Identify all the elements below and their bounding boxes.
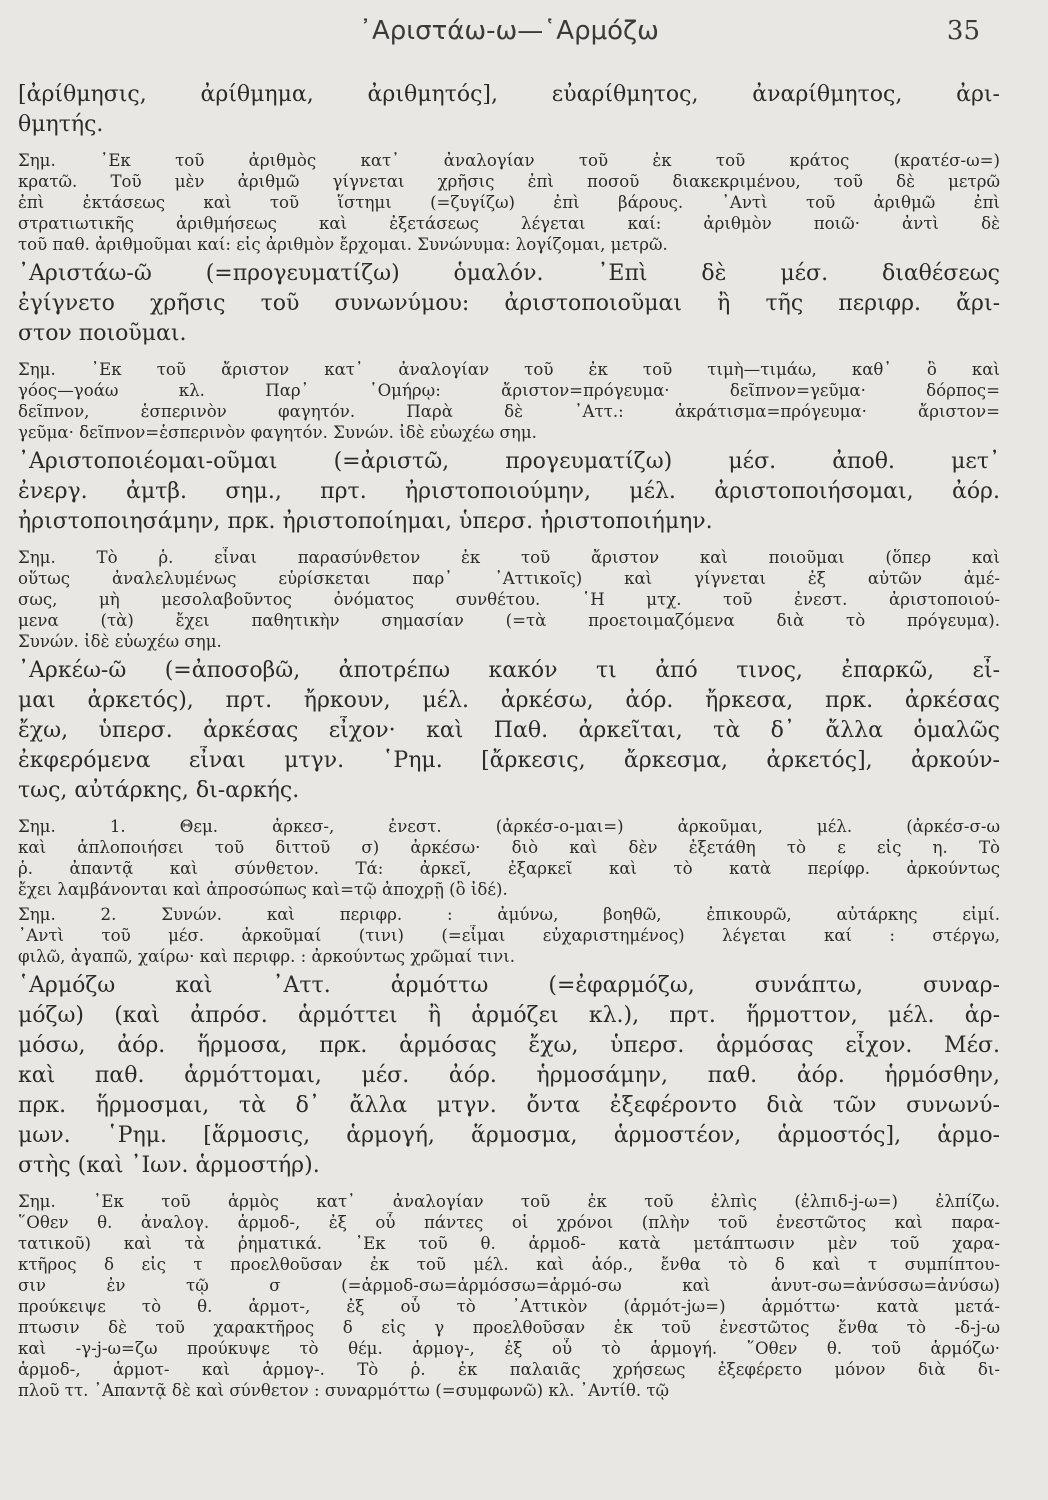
text-line: πλοῦ ττ. ᾿Απαντᾷ δὲ καὶ σύνθετον : συναρμόττω (=συμφωνῶ) κλ. ᾿Αντίθ. τῷ [18,1381,670,1400]
text-line: στον ποιοῦμαι. [18,321,187,346]
text-line: ἔχω, ὑπερσ. ἀρκέσας εἶχον· καὶ Παθ. ἀρκεῖται, τὰ δ᾿ ἄλλα ὁμαλῶς [18,718,1000,743]
text-line: μόσω, ἀόρ. ἥρμοσα, πρκ. ἁρμόσας ἔχω, ὑπερσ. ἁρμόσας εἶχον. Μέσ. [18,1033,1000,1058]
text-line: πρκ. ἥρμοσμαι, τὰ δ᾿ ἄλλα μτγν. ὄντα ἐξεφέροντο διὰ τῶν συνωνύ- [18,1093,1000,1118]
block-spacer [18,1401,1000,1405]
text-line: κρατῶ. Τοῦ μὲν ἀριθμῶ γίγνεται χρῆσις ἐπὶ ποσοῦ διακεκριμένου, τοῦ δὲ μετρῶ [18,172,1000,191]
page-number: 35 [946,16,980,46]
text-line: καὶ παθ. ἁρμόττομαι, μέσ. ἀόρ. ἡρμοσάμην, παθ. ἀόρ. ἡρμόσθην, [18,1063,1000,1088]
text-line: ᾿Αριστάω-ῶ (=προγευματίζω) ὁμαλόν. ᾿Επὶ δὲ μέσ. διαθέσεως [18,261,1000,286]
text-line: σως, μὴ μεσολαβοῦντος ὀνόματος συνθέτου. ῾Η μτχ. τοῦ ἐνεστ. ἀριστοποιού- [18,590,1000,609]
text-line: καὶ ἁπλοποιήσει τοῦ διττοῦ σ) ἀρκέσω· διὸ καὶ δὲν ἐξετάθη τὸ ε εἰς η. Τὸ [18,838,1000,857]
text-line: οὕτως ἀναλελυμένως εὑρίσκεται παρ᾿ ᾿Αττικοῖς) καὶ γίγνεται ἐξ αὐτῶν ἀμέ- [18,569,1000,588]
text-line: ᾿Αριστοποιέομαι-οῦμαι (=ἀριστῶ, προγευματίζω) μέσ. ἀποθ. μετ᾿ [18,449,1000,474]
text-line: ῞Οθεν θ. ἀναλογ. ἁρμοδ-, ἐξ οὗ πάντες οἱ χρόνοι (πλὴν τοῦ ἐνεστῶτος καὶ παρα- [18,1213,1000,1232]
text-line: Συνών. ἰδὲ εὐωχέω σημ. [18,632,222,651]
block-spacer [18,537,1000,547]
text-line: ᾿Αρκέω-ῶ (=ἀποσοβῶ, ἀποτρέπω κακόν τι ἀπό τινος, ἐπαρκῶ, εἶ- [18,658,1000,683]
text-line: πτωσιν δὲ τοῦ χαρακτῆρος δ εἰς γ προελθοῦσαν ἐκ τοῦ ἐνεστῶτος ἔνθα τὸ -δ-j-ω [18,1318,1000,1337]
text-line: γόος—γοάω κλ. Παρ᾿ ῾Ομήρῳ: ἄριστον=πρόγευμα· δεῖπνον=γεῦμα· δόρπος= [18,381,1000,400]
block-spacer [18,140,1000,150]
text-line: τως, αὐτάρκης, δι-αρκής. [18,778,300,803]
text-line: σιν ἐν τῷ σ (=ἁρμοδ-σω=ἁρμόσσω=ἁρμό-σω καὶ ἀνυτ-σω=ἀνύσσω=ἀνύσω) [18,1276,1000,1295]
text-line: μων. ῾Ρημ. [ἅρμοσις, ἁρμογή, ἅρμοσμα, ἁρμοστέον, ἁρμοστός], ἁρμο- [18,1123,1000,1148]
text-line: ἐκφερόμενα εἶναι μτγν. ῾Ρημ. [ἄρκεσις, ἄρκεσμα, ἀρκετός], ἀρκούν- [18,748,1000,773]
text-line: ἔχει λαμβάνονται καὶ ἀπροσώπως καὶ=τῷ ἀποχρῇ (ὃ ἰδέ). [18,880,508,899]
text-line: φιλῶ, ἀγαπῶ, χαίρω· καὶ περιφρ. : ἀρκούντως χρῶμαί τινι. [18,947,515,966]
text-line: ῾Αρμόζω καὶ ᾿Αττ. ἁρμόττω (=ἐφαρμόζω, συνάπτω, συναρ- [18,973,1000,998]
text-line: μόζω) (καὶ ἀπρόσ. ἁρμόττει ἢ ἁρμόζει κλ.), πρτ. ἥρμοττον, μέλ. ἁρ- [18,1003,1000,1028]
text-line: θμητής. [18,112,104,137]
block-spacer [18,349,1000,359]
dictionary-entry [18,80,1000,140]
dictionary-entry [18,656,1000,806]
text-line: Σημ. ᾿Εκ τοῦ ἄριστον κατ᾿ ἀναλογίαν τοῦ ἐκ τοῦ τιμὴ—τιμάω, καθ᾿ ὃ καὶ [18,360,1000,379]
text-line: καὶ -γ-j-ω=ζω προύκυψε τὸ θέμ. ἁρμογ-, ἐξ οὗ τὸ ἁρμογή. ῞Οθεν θ. τοῦ ἁρμόζω· [18,1339,1000,1358]
text-line: Σημ. Τὸ ῥ. εἶναι παρασύνθετον ἐκ τοῦ ἄριστον καὶ ποιοῦμαι (ὅπερ καὶ [18,548,1000,567]
text-line: στρατιωτικῆς ἀριθμήσεως καὶ ἐξετάσεως λέγεται καί: ἀριθμὸν ποιῶ· ἀντὶ δὲ [18,214,1000,233]
entry-note [18,904,1000,967]
dictionary-entry [18,259,1000,349]
page-header [18,12,1000,52]
text-line: ᾿Αντὶ τοῦ μέσ. ἀρκοῦμαί (τινι) (=εἶμαι εὐχαριστημένος) λέγεται καί : στέργω, [18,926,1000,945]
text-line: μαι ἀρκετός), πρτ. ἤρκουν, μέλ. ἀρκέσω, ἀόρ. ἤρκεσα, πρκ. ἀρκέσας [18,688,1000,713]
running-title: ᾿Αριστάω-ω—῾Αρμόζω [359,16,659,46]
text-line: δεῖπνον, ἑσπερινὸν φαγητόν. Παρὰ δὲ ᾿Αττ.: ἀκράτισμα=πρόγευμα· ἄριστον= [18,402,1000,421]
text-line: ἐγίγνετο χρῆσις τοῦ συνωνύμου: ἀριστοποιοῦμαι ἢ τῆς περιφρ. ἄρι- [18,291,1000,316]
block-spacer [18,806,1000,816]
text-line: προύκειψε τὸ θ. ἁρμοτ-, ἐξ οὗ τὸ ᾿Αττικὸν (ἁρμότ-jω=) ἁρμόττω· κατὰ μετά- [18,1297,1000,1316]
text-line: ἐνεργ. ἀμτβ. σημ., πρτ. ἠριστοποιούμην, μέλ. ἀριστοποιήσομαι, ἀόρ. [18,479,1000,504]
text-line: Σημ. 1. Θεμ. ἀρκεσ-, ἐνεστ. (ἀρκέσ-ο-μαι=) ἀρκοῦμαι, μέλ. (ἀρκέσ-σ-ω [18,817,1000,836]
entry-note [18,816,1000,900]
text-line: γεῦμα· δεῖπνον=ἑσπερινὸν φαγητόν. Συνών. ἰδὲ εὐωχέω σημ. [18,423,537,442]
entry-note [18,547,1000,652]
text-line: Σημ. 2. Συνών. καὶ περιφρ. : ἀμύνω, βοηθῶ, ἐπικουρῶ, αὐτάρκης εἰμί. [18,905,1000,924]
body-text [18,80,1000,1405]
text-line: Σημ. ᾿Εκ τοῦ ἁρμὸς κατ᾿ ἀναλογίαν τοῦ ἐκ τοῦ ἐλπὶς (ἐλπιδ-j-ω=) ἐλπίζω. [18,1192,1000,1211]
dictionary-entry [18,447,1000,537]
entry-note [18,359,1000,443]
block-spacer [18,1181,1000,1191]
text-line: στὴς (καὶ ᾿Ιων. ἁρμοστήρ). [18,1153,320,1178]
text-line: [ἀρίθμησις, ἀρίθμημα, ἀριθμητός], εὐαρίθμητος, ἀναρίθμητος, ἀρι- [18,82,1000,107]
text-line: ῥ. ἀπαντᾷ καὶ σύνθετον. Τά: ἀρκεῖ, ἐξαρκεῖ καὶ τὸ κατὰ περίφρ. ἀρκούντως [18,859,1000,878]
text-line: ἠριστοποιησάμην, πρκ. ἠριστοποίημαι, ὑπερσ. ἠριστοποιήμην. [18,509,713,534]
text-line: τοῦ παθ. ἀριθμοῦμαι καί: εἰς ἀριθμὸν ἔρχομαι. Συνώνυμα: λογίζομαι, μετρῶ. [18,235,668,254]
text-line: τατικοῦ) καὶ τὰ ῥηματικά. ᾿Εκ τοῦ θ. ἁρμοδ- κατὰ μετάπτωσιν μὲν τοῦ χαρα- [18,1234,1000,1253]
text-line: κτῆρος δ εἰς τ προελθοῦσαν ἐκ τοῦ μέλ. καὶ ἀόρ., ἔνθα τὸ δ καὶ τ συμπίπτου- [18,1255,1000,1274]
entry-note [18,1191,1000,1401]
dictionary-entry [18,971,1000,1181]
text-line: μενα (τὰ) ἔχει παθητικὴν σημασίαν (=τὰ προετοιμαζόμενα διὰ τὸ πρόγευμα). [18,611,1000,630]
text-line: ἐπὶ ἐκτάσεως καὶ τοῦ ἵστημι (=ζυγίζω) ἐπὶ βάρους. ᾿Αντὶ τοῦ ἀριθμῶ ἐπὶ [18,193,1000,212]
entry-note [18,150,1000,255]
text-line: Σημ. ᾿Εκ τοῦ ἀριθμὸς κατ᾿ ἀναλογίαν τοῦ ἐκ τοῦ κράτος (κρατέσ-ω=) [18,151,1000,170]
text-line: ἁρμοδ-, ἁρμοτ- καὶ ἁρμογ-. Τὸ ῥ. ἐκ παλαιᾶς χρήσεως ἐξεφέρετο μόνον διὰ δι- [18,1360,1000,1379]
